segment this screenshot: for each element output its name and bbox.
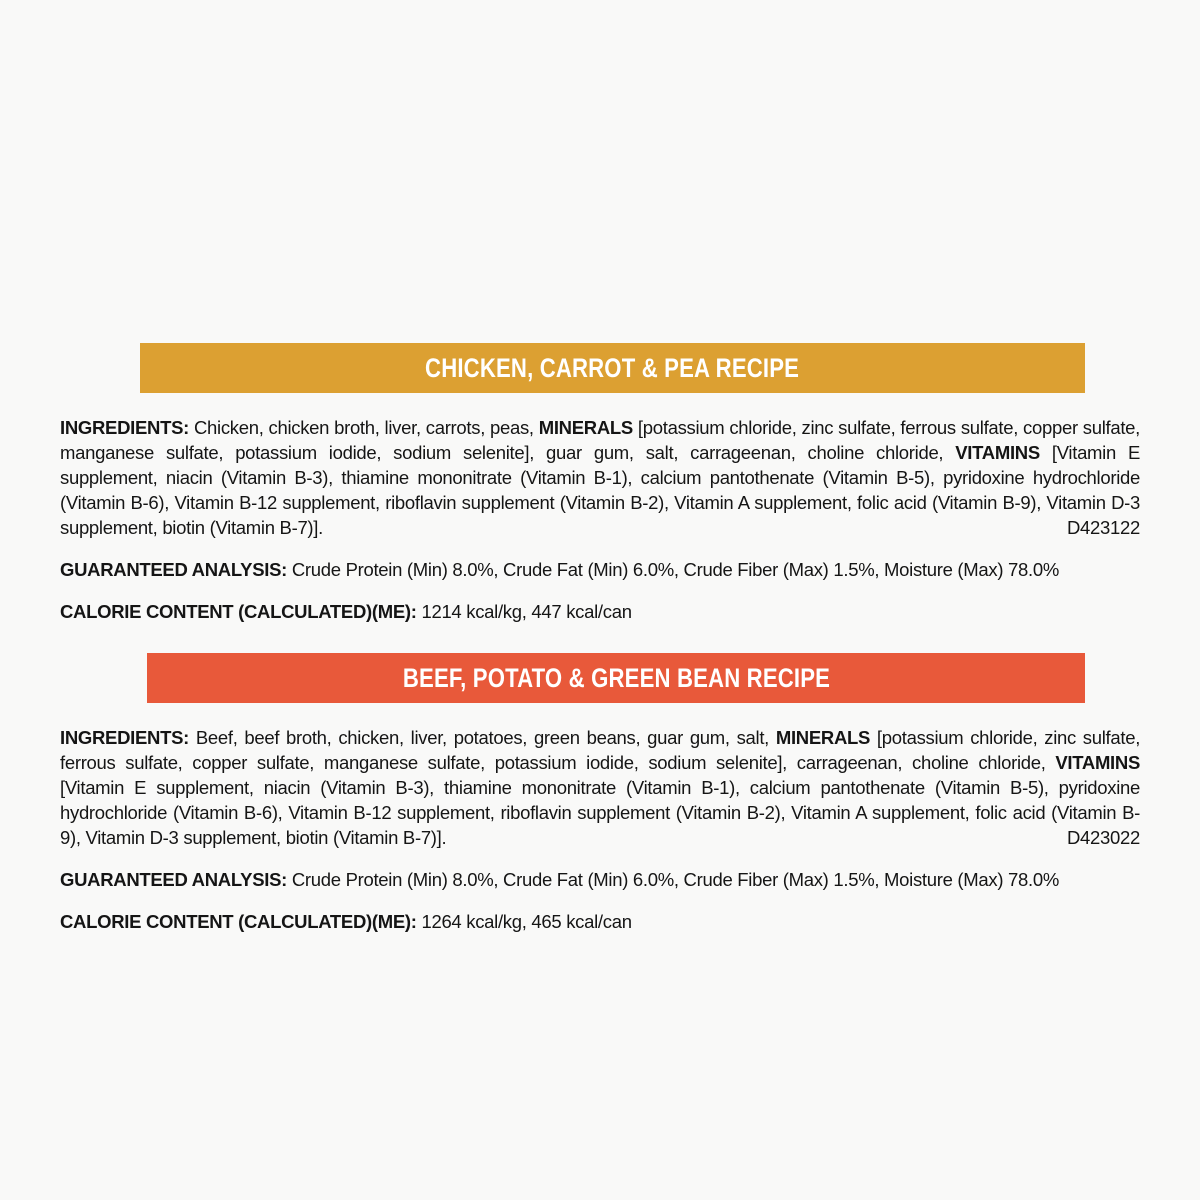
ingredients-lead: Chicken, chicken broth, liver, carrots, peas, xyxy=(193,417,534,438)
minerals-label: MINERALS xyxy=(775,727,871,748)
calorie-content xyxy=(60,599,1140,624)
calorie-label: CALORIE CONTENT (CALCULATED)(ME): xyxy=(60,601,417,622)
minerals-text: [potassium chloride, zinc sulfate, ferrous sulfate, copper sulfate, manganese sulfate, potassium iodide, sodium selenite], carrageenan, choline chloride, xyxy=(60,727,1141,773)
lot-code: D423122 xyxy=(1067,517,1140,538)
recipe-banner xyxy=(140,343,1085,393)
ingredients-block xyxy=(60,415,1140,540)
calorie-content xyxy=(60,909,1140,934)
guaranteed-analysis xyxy=(60,557,1140,582)
calorie-text: 1214 kcal/kg, 447 kcal/can xyxy=(421,601,632,622)
recipe-section-chicken xyxy=(60,343,1140,624)
recipe-banner xyxy=(147,653,1085,703)
calorie-text: 1264 kcal/kg, 465 kcal/can xyxy=(421,911,632,932)
analysis-text: Crude Protein (Min) 8.0%, Crude Fat (Min) 6.0%, Crude Fiber (Max) 1.5%, Moisture (Max) 78.0% xyxy=(291,559,1059,580)
minerals-label: MINERALS xyxy=(538,417,633,438)
ingredients-lead: Beef, beef broth, chicken, liver, potatoes, green beans, guar gum, salt, xyxy=(195,727,770,748)
ingredients-block xyxy=(60,725,1140,850)
vitamins-text: [Vitamin E supplement, niacin (Vitamin B-3), thiamine mononitrate (Vitamin B-1), calcium pantothenate (Vitamin B-5), pyridoxine hydrochloride (Vitamin B-6), Vitamin B-12 supplement, riboflavin supplement (Vitamin B-2), Vitamin A supplement, folic acid (Vitamin B-9), Vitamin D-3 supplement, biotin (Vitamin B-7)]. xyxy=(60,442,1140,538)
vitamins-label: VITAMINS xyxy=(1055,752,1140,773)
ingredients-label: INGREDIENTS: xyxy=(60,727,189,748)
calorie-label: CALORIE CONTENT (CALCULATED)(ME): xyxy=(60,911,417,932)
analysis-text: Crude Protein (Min) 8.0%, Crude Fat (Min) 6.0%, Crude Fiber (Max) 1.5%, Moisture (Max) 78.0% xyxy=(291,869,1059,890)
vitamins-label: VITAMINS xyxy=(955,442,1040,463)
analysis-label: GUARANTEED ANALYSIS: xyxy=(60,559,287,580)
analysis-label: GUARANTEED ANALYSIS: xyxy=(60,869,287,890)
recipe-title: CHICKEN, CARROT & PEA RECIPE xyxy=(425,352,800,383)
guaranteed-analysis xyxy=(60,867,1140,892)
vitamins-text: [Vitamin E supplement, niacin (Vitamin B-3), thiamine mononitrate (Vitamin B-1), calcium pantothenate (Vitamin B-5), pyridoxine hydrochloride (Vitamin B-6), Vitamin B-12 supplement, riboflavin supplement (Vitamin B-2), Vitamin A supplement, folic acid (Vitamin B-9), Vitamin D-3 supplement, biotin (Vitamin B-7)]. xyxy=(60,777,1140,848)
recipe-title: BEEF, POTATO & GREEN BEAN RECIPE xyxy=(402,662,830,693)
ingredients-label: INGREDIENTS: xyxy=(60,417,189,438)
lot-code: D423022 xyxy=(1067,827,1140,848)
recipe-section-beef xyxy=(60,653,1140,934)
minerals-text: [potassium chloride, zinc sulfate, ferrous sulfate, copper sulfate, manganese sulfate, potassium iodide, sodium selenite], guar gum, salt, carrageenan, choline chloride, xyxy=(60,417,1141,463)
